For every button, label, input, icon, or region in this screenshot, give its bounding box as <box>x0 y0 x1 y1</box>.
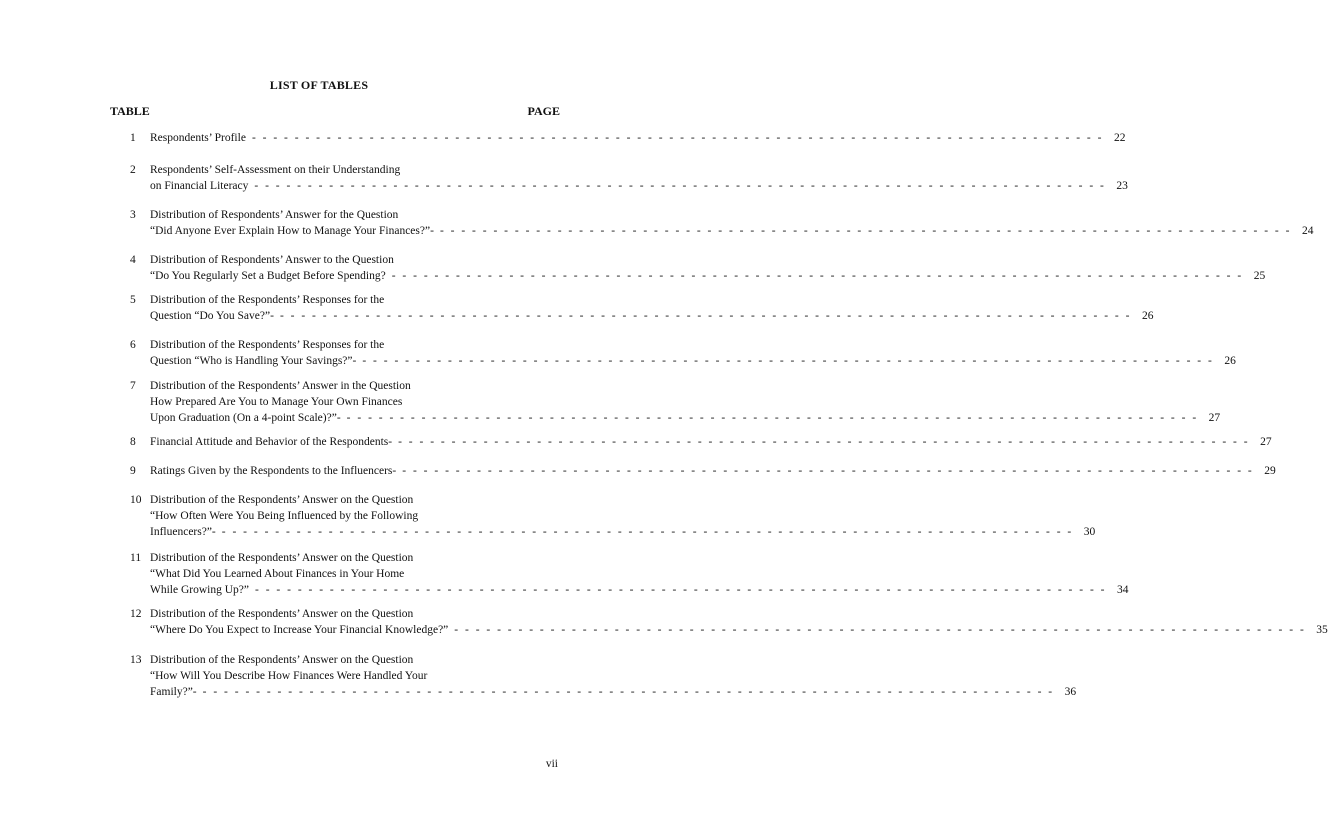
table-caption: Distribution of the Respondents’ Answer in the Question <box>150 380 411 392</box>
toc-entry-line <box>130 434 1272 450</box>
page-ref: 36 <box>1064 686 1077 698</box>
toc-entry[interactable] <box>130 162 1128 194</box>
table-caption: Ratings Given by the Respondents to the Influencers- <box>150 465 397 477</box>
leader-dashes: - - - - - - - - - - - - - - - - - - - - - - - - - - - - - - - - - - - - - - - - - - - - - - - - - - - - - - - - - - - - - - - - - - - - - - - - - - - - - - - - <box>251 132 1104 144</box>
leader-dashes: - - - - - - - - - - - - - - - - - - - - - - - - - - - - - - - - - - - - - - - - - - - - - - - - - - - - - - - - - - - - - - - - - - - - - - - - - - - - - - - - <box>254 180 1106 192</box>
table-number: 1 <box>130 132 136 144</box>
toc-entry-line <box>130 622 1328 638</box>
table-number: 8 <box>130 436 136 448</box>
toc-entry-line <box>130 524 1096 540</box>
toc-entry-line <box>130 178 1128 194</box>
leader-dashes: - - - - - - - - - - - - - - - - - - - - - - - - - - - - - - - - - - - - - - - - - - - - - - - - - - - - - - - - - - - - - - - - - - - - - - - - - - - - - - - - <box>346 412 1199 424</box>
table-caption: Distribution of the Respondents’ Answer on the Question <box>150 608 414 620</box>
table-caption: Distribution of the Respondents’ Answer on the Question <box>150 494 414 506</box>
table-caption: “How Often Were You Being Influenced by the Following <box>150 510 419 522</box>
toc-entry[interactable] <box>130 207 1314 239</box>
table-number: 4 <box>130 254 136 266</box>
table-caption: Distribution of the Respondents’ Responses for the <box>150 294 385 306</box>
leader-dashes: - - - - - - - - - - - - - - - - - - - - - - - - - - - - - - - - - - - - - - - - - - - - - - - - - - - - - - - - - - - - - - - - - - - - - - - - - - - - - - - - <box>221 526 1074 538</box>
table-caption: Distribution of the Respondents’ Answer on the Question <box>150 552 414 564</box>
toc-entry-line <box>130 268 1266 284</box>
toc-entry-line <box>130 410 1221 426</box>
table-caption: How Prepared Are You to Manage Your Own Finances <box>150 396 403 408</box>
leader-dashes: - - - - - - - - - - - - - - - - - - - - - - - - - - - - - - - - - - - - - - - - - - - - - - - - - - - - - - - - - - - - - - - - - - - - - - - - - - - - - - - - <box>398 436 1250 448</box>
table-caption: “Did Anyone Ever Explain How to Manage Your Finances?”- <box>150 225 434 237</box>
page-column-header: PAGE <box>527 104 560 118</box>
toc-entry-line <box>130 652 558 668</box>
page-ref: 24 <box>1301 225 1314 237</box>
toc-entry-line <box>130 353 1236 369</box>
table-number: 10 <box>130 494 142 506</box>
toc-entry-line <box>130 684 1077 700</box>
page-ref: 35 <box>1316 624 1328 636</box>
toc-entry[interactable] <box>130 463 1276 479</box>
table-caption: “Do You Regularly Set a Budget Before Spending? <box>150 270 386 282</box>
page-ref: 22 <box>1113 132 1126 144</box>
table-caption: Upon Graduation (On a 4-point Scale)?”- <box>150 412 341 424</box>
table-caption: Influencers?”- <box>150 526 216 538</box>
table-number: 7 <box>130 380 136 392</box>
table-caption: Question “Who is Handling Your Savings?”- <box>150 355 357 367</box>
page-number: vii <box>545 758 558 770</box>
page-ref: 34 <box>1117 584 1129 596</box>
table-number: 12 <box>130 608 142 620</box>
page-ref: 27 <box>1208 412 1221 424</box>
toc-entry-line <box>130 394 558 410</box>
table-number: 13 <box>130 654 142 666</box>
toc-entry-line <box>130 378 558 394</box>
toc-entry-line <box>130 566 558 582</box>
page-ref: 27 <box>1260 436 1272 448</box>
leader-dashes: - - - - - - - - - - - - - - - - - - - - - - - - - - - - - - - - - - - - - - - - - - - - - - - - - - - - - - - - - - - - - - - - - - - - - - - - - - - - - - - - <box>255 584 1107 596</box>
toc-entry[interactable] <box>130 130 1126 146</box>
page-ref: 26 <box>1224 355 1236 367</box>
toc-entry[interactable] <box>130 252 1266 284</box>
toc-entry[interactable] <box>130 434 1272 450</box>
leader-dashes: - - - - - - - - - - - - - - - - - - - - - - - - - - - - - - - - - - - - - - - - - - - - - - - - - - - - - - - - - - - - - - - - - - - - - - - - - - - - - - - - <box>202 686 1055 698</box>
table-column-header: TABLE <box>110 104 150 118</box>
page-ref: 30 <box>1083 526 1096 538</box>
table-caption: “What Did You Learned About Finances in Your Home <box>150 568 405 580</box>
toc-entry-line <box>130 130 1126 146</box>
toc-entry-line <box>130 162 558 178</box>
table-caption: Distribution of Respondents’ Answer to the Question <box>150 254 394 266</box>
table-caption: on Financial Literacy <box>150 180 249 192</box>
table-caption: Distribution of the Respondents’ Responses for the <box>150 339 385 351</box>
toc-entry-line <box>130 582 1129 598</box>
toc-entry[interactable] <box>130 652 1077 700</box>
table-number: 6 <box>130 339 136 351</box>
page-ref: 23 <box>1116 180 1128 192</box>
table-caption: Question “Do You Save?”- <box>150 310 274 322</box>
toc-entry[interactable] <box>130 550 1129 598</box>
leader-dashes: - - - - - - - - - - - - - - - - - - - - - - - - - - - - - - - - - - - - - - - - - - - - - - - - - - - - - - - - - - - - - - - - - - - - - - - - - - - - - - - - <box>391 270 1244 282</box>
table-caption: While Growing Up?” <box>150 584 249 596</box>
table-caption: Distribution of the Respondents’ Answer on the Question <box>150 654 414 666</box>
page-ref: 26 <box>1141 310 1154 322</box>
table-number: 2 <box>130 164 136 176</box>
toc-entry-line <box>130 508 558 524</box>
toc-entry-line <box>130 606 558 622</box>
table-number: 11 <box>130 552 142 564</box>
toc-entry[interactable] <box>130 337 1236 369</box>
toc-entry-line <box>130 308 1154 324</box>
toc-entry-line <box>130 292 558 308</box>
page-ref: 25 <box>1253 270 1266 282</box>
page-title: LIST OF TABLES <box>269 78 369 92</box>
leader-dashes: - - - - - - - - - - - - - - - - - - - - - - - - - - - - - - - - - - - - - - - - - - - - - - - - - - - - - - - - - - - - - - - - - - - - - - - - - - - - - - - - <box>402 465 1254 477</box>
toc-entry-line <box>130 668 558 684</box>
table-caption: Family?”- <box>150 686 197 698</box>
toc-entry[interactable] <box>130 492 1096 540</box>
table-number: 5 <box>130 294 136 306</box>
page-ref: 29 <box>1264 465 1276 477</box>
table-caption: “How Will You Describe How Finances Were Handled Your <box>150 670 428 682</box>
leader-dashes: - - - - - - - - - - - - - - - - - - - - - - - - - - - - - - - - - - - - - - - - - - - - - - - - - - - - - - - - - - - - - - - - - - - - - - - - - - - - - - - - <box>439 225 1292 237</box>
table-caption: “Where Do You Expect to Increase Your Financial Knowledge?” <box>150 624 449 636</box>
toc-entry-line <box>130 252 558 268</box>
toc-entry-line <box>130 223 1314 239</box>
toc-entry-line <box>130 463 1276 479</box>
table-number: 9 <box>130 465 136 477</box>
toc-entry[interactable] <box>130 606 1328 638</box>
table-caption: Respondents’ Self-Assessment on their Understanding <box>150 164 401 176</box>
toc-entry-line <box>130 337 558 353</box>
leader-dashes: - - - - - - - - - - - - - - - - - - - - - - - - - - - - - - - - - - - - - - - - - - - - - - - - - - - - - - - - - - - - - - - - - - - - - - - - - - - - - - - - <box>362 355 1214 367</box>
table-caption: Distribution of Respondents’ Answer for the Question <box>150 209 399 221</box>
toc-entry-line <box>130 550 558 566</box>
toc-entry-line <box>130 492 558 508</box>
leader-dashes: - - - - - - - - - - - - - - - - - - - - - - - - - - - - - - - - - - - - - - - - - - - - - - - - - - - - - - - - - - - - - - - - - - - - - - - - - - - - - - - - <box>454 624 1306 636</box>
table-caption: Financial Attitude and Behavior of the Respondents- <box>150 436 393 448</box>
toc-entry[interactable] <box>130 292 1154 324</box>
table-number: 3 <box>130 209 136 221</box>
toc-entry[interactable] <box>130 378 1221 426</box>
toc-entry-line <box>130 207 558 223</box>
leader-dashes: - - - - - - - - - - - - - - - - - - - - - - - - - - - - - - - - - - - - - - - - - - - - - - - - - - - - - - - - - - - - - - - - - - - - - - - - - - - - - - - - <box>279 310 1132 322</box>
table-caption: Respondents’ Profile <box>150 132 246 144</box>
